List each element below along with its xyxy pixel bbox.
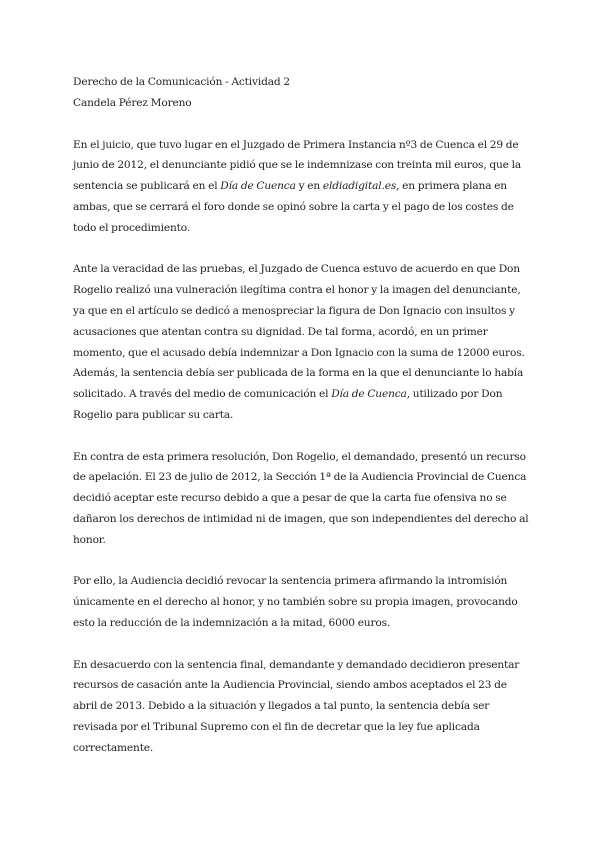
- author-name: Candela Pérez Moreno: [73, 96, 192, 109]
- paragraph-3: En contra de esta primera resolución, Don Rogelio, el demandado, presentó un recurso de apelación. El 23 de julio de 2012, la Sección 1ª de la Audiencia Provincial de Cuenca decidió aceptar este recurso debido a que a pesar de que la carta fue ofensiva no se dañaron los derechos de intimidad ni de imagen, que son independientes del derecho al honor.: [73, 450, 529, 546]
- paragraph-1: En el juicio, que tuvo lugar en el Juzgado de Primera Instancia nº3 de Cuenca el 29 de junio de 2012, el denunciante pidió que se le indemnizase con treinta mil euros, que la sentencia se publicará en el Día de Cuenca y en eldiadigital.es, en primera plana en ambas, que se cerrará el foro donde se opinó sobre la carta y el pago de los costes de todo el procedimiento.: [73, 138, 522, 234]
- document-page: [73, 72, 529, 759]
- paragraph-5: En desacuerdo con la sentencia final, demandante y demandado decidieron presentar recursos de casación ante la Audiencia Provincial, siendo ambos aceptados el 23 de abril de 2013. Debido a la situación y llegados a tal punto, la sentencia debía ser revisada por el Tribunal Supremo con el fin de decretar que la ley fue aplicada correctamente.: [73, 658, 520, 754]
- paragraph-2: Ante la veracidad de las pruebas, el Juzgado de Cuenca estuvo de acuerdo en que Don Rogelio realizó una vulneración ilegítima contra el honor y la imagen del denunciante, ya que en el artículo se dedicó a menospreciar la figura de Don Ignacio con insultos y acusaciones que atentan contra su dignidad. De tal forma, acordó, en un primer momento, que el acusado debía indemnizar a Don Ignacio con la suma de 12000 euros. Además, la sentencia debía ser publicada de la forma en la que el denunciante lo había solicitado. A través del medio de comunicación el Día de Cuenca, utilizado por Don Rogelio para publicar su carta.: [73, 263, 525, 421]
- paragraph-4: Por ello, la Audiencia decidió revocar la sentencia primera afirmando la intromisión únicamente en el derecho al honor, y no también sobre su propia imagen, provocando esto la reducción de la indemnización a la mitad, 6000 euros.: [73, 575, 518, 629]
- course-title: Derecho de la Comunicación - Actividad 2: [73, 76, 290, 88]
